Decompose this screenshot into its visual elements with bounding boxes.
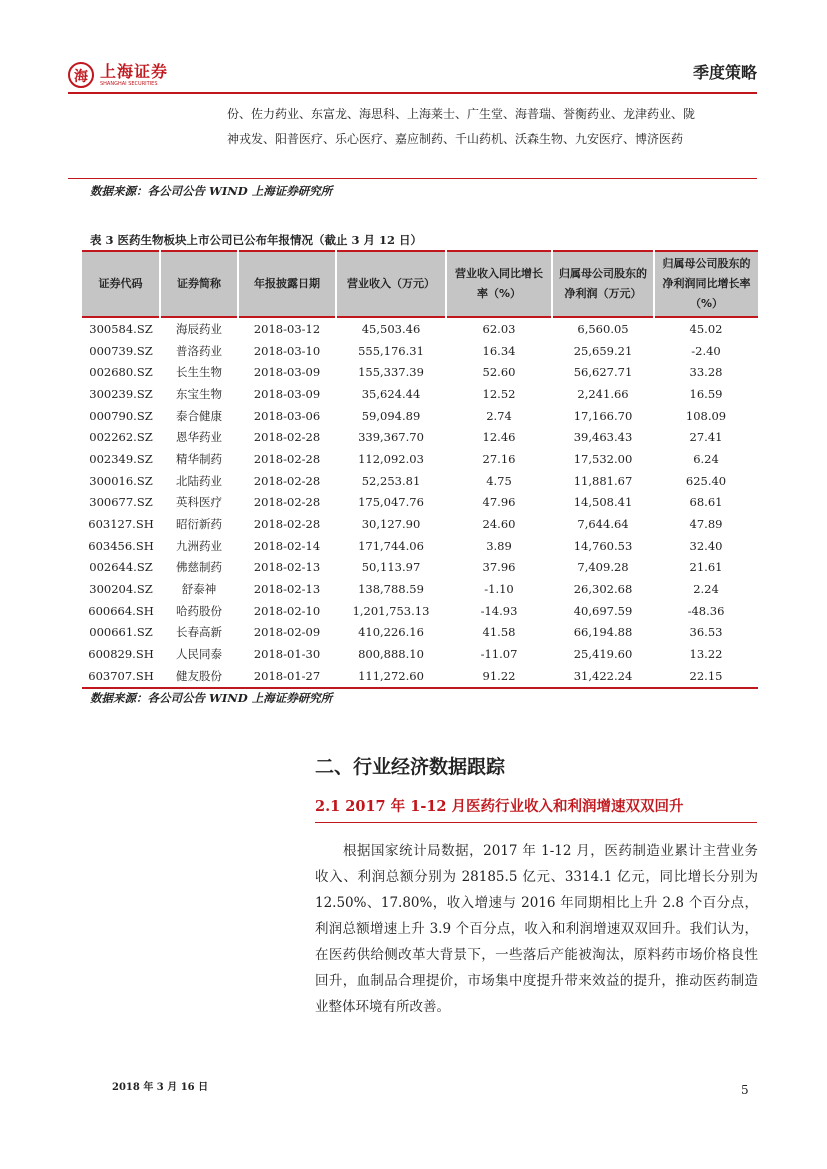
table-cell: 603127.SH [88,517,154,532]
table-cell: 健友股份 [176,668,222,683]
header-divider [68,92,757,94]
annual-report-table [82,250,758,689]
table-title: 表 3 医药生物板块上市公司已公布年报情况（截止 3 月 12 日） [90,233,423,247]
table-cell: 2018-02-14 [253,538,321,553]
logo-text: 上海证券 [100,61,169,81]
table-cell: 36.53 [689,625,723,640]
table-cell: 2018-02-13 [253,582,321,597]
table-cell: 24.60 [482,517,516,532]
table-cell: 002644.SZ [89,560,153,575]
table-cell: 普洛药业 [176,343,222,358]
column-header: 归属母公司股东的净利润同比增长率（%） [654,251,758,317]
table-cell: 56,627.71 [573,365,633,380]
table-cell: 171,744.06 [358,538,424,553]
table-cell: 155,337.39 [358,365,424,380]
table-cell: 47.96 [482,495,516,510]
table-cell: 佛慈制药 [176,560,222,575]
table-cell: 27.16 [482,451,516,466]
table-row [82,643,758,665]
table-row [82,665,758,688]
column-header: 证券简称 [160,251,238,317]
table-row [82,426,758,448]
table-cell: 45,503.46 [361,321,421,336]
table-cell: -11.07 [480,647,518,662]
table-cell: 恩华药业 [176,430,222,445]
table-cell: 泰合健康 [176,408,222,423]
table-cell: 九洲药业 [176,538,222,553]
table-cell: 45.02 [689,321,723,336]
table-row [82,622,758,644]
section-title: 二、行业经济数据跟踪 [315,756,506,778]
table-cell: -14.93 [480,603,518,618]
table-cell: 30,127.90 [361,517,421,532]
table-cell: 300016.SZ [89,473,153,488]
column-header: 证券代码 [82,251,160,317]
table-cell: 2018-03-06 [253,408,321,423]
divider [68,178,757,179]
table-cell: 7,644.64 [577,517,629,532]
table-cell: 2018-02-28 [253,473,321,488]
logo-seal-icon: 海 [68,62,94,88]
table-cell: 17,532.00 [573,451,633,466]
table-cell: 7,409.28 [577,560,629,575]
table-cell: 2.74 [486,408,512,423]
table-cell: 50,113.97 [361,560,421,575]
table-cell: 91.22 [482,668,516,683]
table-cell: 600829.SH [88,647,154,662]
table-cell: 2018-02-28 [253,451,321,466]
table-cell: 40,697.59 [573,603,633,618]
table-cell: 东宝生物 [176,386,222,401]
table-cell: 002349.SZ [89,451,153,466]
table-row [82,578,758,600]
table-cell: 000739.SZ [89,343,153,358]
table-cell: 12.52 [482,386,516,401]
table-cell: 长生生物 [176,365,222,380]
table-cell: 北陆药业 [176,473,222,488]
table-cell: 37.96 [482,560,516,575]
table-row [82,492,758,514]
table-cell: 2018-03-09 [253,365,321,380]
subsection-title: 2.1 2017 年 1-12 月医药行业收入和利润增速双双回升 [315,798,684,815]
table-cell: 47.89 [689,517,723,532]
table-cell: 108.09 [685,408,727,423]
table-cell: 昭衍新药 [176,517,222,532]
data-source-note: 数据来源：各公司公告 WIND 上海证券研究所 [90,184,333,198]
table-cell: 52.60 [482,365,516,380]
continued-text: 份、佐力药业、东富龙、海思科、上海莱士、广生堂、海普瑞、誉衡药业、龙津药业、陇神戎发、阳普医疗、乐心医疗、嘉应制药、千山药机、沃森生物、九安医疗、博济医药 [227,107,696,146]
table-row [82,361,758,383]
page-number: 5 [741,1083,749,1097]
table-row [82,340,758,362]
table-cell: 300584.SZ [89,321,153,336]
table-cell: 603456.SH [88,538,154,553]
table-row [82,317,758,340]
table-cell: 300204.SZ [89,582,153,597]
table-cell: 138,788.59 [358,582,424,597]
logo-en-text: SHANGHAI SECURITIES [100,80,158,87]
table-cell: 2018-03-10 [253,343,321,358]
table-cell: 66,194.88 [573,625,633,640]
table-cell: 21.61 [689,560,723,575]
table-cell: 2018-02-13 [253,560,321,575]
column-header: 归属母公司股东的净利润（万元） [552,251,654,317]
table-cell: 2018-03-09 [253,386,321,401]
table-cell: 4.75 [486,473,512,488]
table-cell: 哈药股份 [176,603,222,618]
column-header: 营业收入（万元） [336,251,446,317]
subsection-divider [315,822,757,823]
table-cell: 2018-02-28 [253,517,321,532]
table-cell: 13.22 [689,647,723,662]
table-cell: 海辰药业 [176,321,222,336]
table-cell: 600664.SH [88,603,154,618]
table-cell: -2.40 [691,343,721,358]
table-cell: 000661.SZ [89,625,153,640]
table-cell: 35,624.44 [361,386,421,401]
table-cell: 002680.SZ [89,365,153,380]
table-cell: 68.61 [689,495,723,510]
table-cell: 52,253.81 [361,473,421,488]
table-cell: 625.40 [685,473,727,488]
table-cell: 16.34 [482,343,516,358]
table-cell: 1,201,753.13 [352,603,430,618]
report-type: 季度策略 [692,63,757,82]
table-cell: 舒泰神 [181,582,217,597]
table-cell: 31,422.24 [573,668,633,683]
table-row [82,383,758,405]
footer-date: 2018 年 3 月 16 日 [112,1082,209,1093]
table-header-row [82,251,758,317]
table-row [82,448,758,470]
table-cell: 人民同泰 [176,647,222,662]
table-cell: 26,302.68 [573,582,633,597]
table-row [82,470,758,492]
table-cell: 27.41 [689,430,723,445]
table-cell: 精华制药 [176,451,222,466]
table-cell: 555,176.31 [358,343,424,358]
table-cell: 14,760.53 [573,538,633,553]
company-logo [68,58,218,92]
table-cell: 17,166.70 [573,408,633,423]
table-cell: 002262.SZ [89,430,153,445]
column-header: 营业收入同比增长率（%） [446,251,552,317]
table-cell: 22.15 [689,668,723,683]
table-cell: 300239.SZ [89,386,153,401]
table-cell: 112,092.03 [358,451,424,466]
table-row [82,513,758,535]
table-cell: 16.59 [689,386,723,401]
table-cell: 603707.SH [88,668,154,683]
table-cell: 339,367.70 [358,430,424,445]
table-row [82,405,758,427]
table-row [82,535,758,557]
table-cell: 2018-01-30 [253,647,321,662]
table-cell: 000790.SZ [89,408,153,423]
table-cell: 2018-02-28 [253,430,321,445]
table-cell: 2,241.66 [577,386,629,401]
table-cell: 300677.SZ [89,495,153,510]
table-cell: 2018-03-12 [253,321,321,336]
table-cell: -1.10 [484,582,514,597]
table-cell: 32.40 [689,538,723,553]
table-cell: 6.24 [693,451,719,466]
table-cell: 14,508.41 [573,495,633,510]
table-cell: 410,226.16 [358,625,424,640]
table-cell: 62.03 [482,321,516,336]
table-cell: 12.46 [482,430,516,445]
table-cell: 2018-02-10 [253,603,321,618]
table-cell: 33.28 [689,365,723,380]
table-cell: 2018-02-28 [253,495,321,510]
table-cell: 175,047.76 [358,495,424,510]
body-paragraph: 根据国家统计局数据，2017 年 1-12 月，医药制造业累计主营业务收入、利润总额分别为 28185.5 亿元、3314.1 亿元，同比增长分别为 12.50%、17.80%，收入增速与 2016 年同期相比上升 2.8 个百分点，利润总额增速上升 3.9 个百分点，收入和利润增速双双回升。我们认为，在医药供给侧改革大背景下，一些落后产能被淘汰，原料药市场价格良性回升，血制品合理提价，市场集中度提升带来效益的提升，推动医药制造业整体环境有所改善。 [315,843,758,1015]
table-cell: 3.89 [486,538,512,553]
table-cell: 59,094.89 [361,408,421,423]
table-row [82,600,758,622]
table-cell: 英科医疗 [176,495,222,510]
data-source-note: 数据来源：各公司公告 WIND 上海证券研究所 [90,691,333,705]
table-cell: 6,560.05 [577,321,629,336]
column-header: 年报披露日期 [238,251,336,317]
table-row [82,557,758,579]
table-cell: 25,419.60 [573,647,633,662]
table-cell: 39,463.43 [573,430,633,445]
table-cell: 2018-02-09 [253,625,321,640]
table-cell: 111,272.60 [358,668,424,683]
table-cell: 800,888.10 [358,647,424,662]
table-cell: 41.58 [482,625,516,640]
table-cell: 2018-01-27 [253,668,321,683]
table-cell: 2.24 [693,582,719,597]
table-cell: 11,881.67 [573,473,633,488]
table-cell: 长春高新 [176,625,222,640]
table-cell: -48.36 [687,603,725,618]
table-cell: 25,659.21 [573,343,633,358]
